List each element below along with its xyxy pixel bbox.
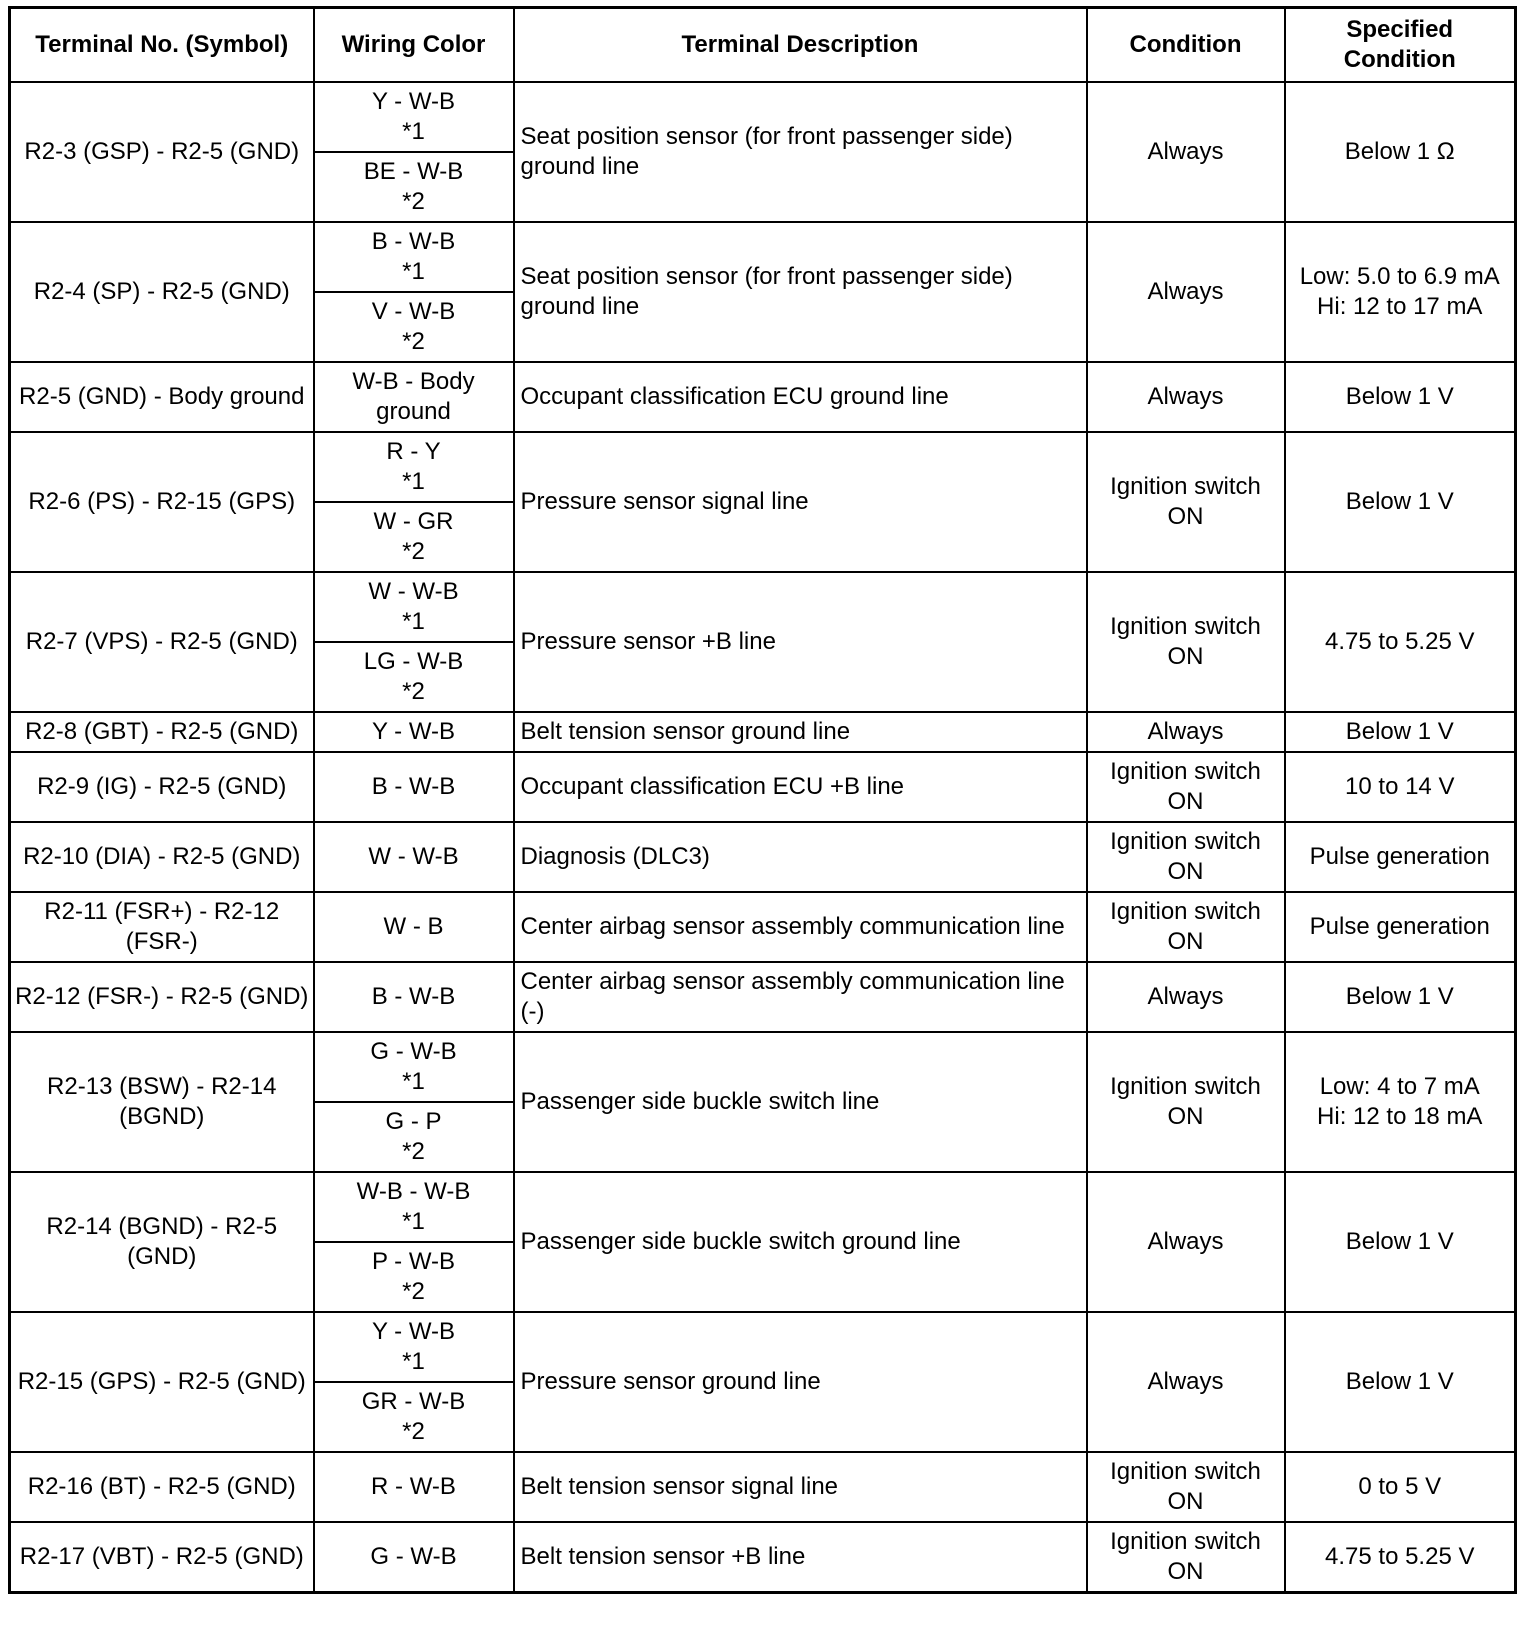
specified-cell: 10 to 14 V: [1285, 752, 1516, 822]
wiring-color-cell: [314, 1172, 514, 1242]
wiring-color-cell: B - W-B: [314, 752, 514, 822]
specified-cell: Pulse generation: [1285, 822, 1516, 892]
table-row: [10, 1172, 1516, 1242]
wiring-color-cell: [314, 1102, 514, 1172]
condition-cell: Ignition switch ON: [1087, 822, 1285, 892]
terminal-cell: R2-3 (GSP) - R2-5 (GND): [10, 82, 314, 222]
header-wiring-color: Wiring Color: [314, 8, 514, 83]
wiring-color: GR - W-B: [361, 1388, 466, 1415]
wiring-color-cell: G - W-B: [314, 1522, 514, 1593]
table-row: [10, 822, 1516, 892]
wiring-color-cell: W-B - Body ground: [314, 362, 514, 432]
specified-cell: Below 1 V: [1285, 1172, 1516, 1312]
wiring-color: BE - W-B: [363, 158, 464, 185]
condition-cell: Ignition switch ON: [1087, 572, 1285, 712]
table-row: [10, 1522, 1516, 1593]
table-row: [10, 1032, 1516, 1102]
specified-hi: Hi: 12 to 17 mA: [1317, 293, 1483, 320]
specified-cell: Below 1 V: [1285, 962, 1516, 1032]
table-row: [10, 222, 1516, 292]
terminal-cell: R2-5 (GND) - Body ground: [10, 362, 314, 432]
wiring-color-cell: [314, 1242, 514, 1312]
wiring-note: *1: [402, 258, 425, 285]
header-terminal: Terminal No. (Symbol): [10, 8, 314, 83]
wiring-color-cell: [314, 152, 514, 222]
condition-cell: Always: [1087, 82, 1285, 222]
description-cell: Seat position sensor (for front passenger side) ground line: [514, 82, 1087, 222]
terminal-cell: R2-13 (BSW) - R2-14 (BGND): [10, 1032, 314, 1172]
wiring-color: P - W-B: [371, 1248, 456, 1275]
wiring-color: LG - W-B: [363, 648, 464, 675]
table-row: [10, 362, 1516, 432]
terminal-cell: R2-9 (IG) - R2-5 (GND): [10, 752, 314, 822]
wiring-note: *1: [402, 1348, 425, 1375]
specified-low: Low: 5.0 to 6.9 mA: [1299, 263, 1500, 290]
wiring-color-cell: [314, 572, 514, 642]
table-row: [10, 962, 1516, 1032]
condition-cell: Always: [1087, 712, 1285, 752]
terminal-cell: R2-12 (FSR-) - R2-5 (GND): [10, 962, 314, 1032]
description-cell: Center airbag sensor assembly communication line (-): [514, 962, 1087, 1032]
wiring-color: B - W-B: [371, 228, 456, 255]
wiring-note: *2: [402, 678, 425, 705]
table-row: [10, 432, 1516, 502]
wiring-note: *1: [402, 1208, 425, 1235]
description-cell: Passenger side buckle switch ground line: [514, 1172, 1087, 1312]
table-row: [10, 572, 1516, 642]
wiring-note: *2: [402, 1278, 425, 1305]
table-row: [10, 82, 1516, 152]
condition-cell: Always: [1087, 962, 1285, 1032]
wiring-color: V - W-B: [371, 298, 456, 325]
description-cell: Belt tension sensor ground line: [514, 712, 1087, 752]
specified-hi: Hi: 12 to 18 mA: [1317, 1103, 1483, 1130]
condition-cell: Always: [1087, 362, 1285, 432]
wiring-color: W - GR: [373, 508, 454, 535]
header-description: Terminal Description: [514, 8, 1087, 83]
terminal-cell: R2-7 (VPS) - R2-5 (GND): [10, 572, 314, 712]
specified-cell: Below 1 Ω: [1285, 82, 1516, 222]
condition-cell: Ignition switch ON: [1087, 432, 1285, 572]
table-row: [10, 1452, 1516, 1522]
wiring-color: W-B - W-B: [356, 1178, 471, 1205]
specified-cell: Below 1 V: [1285, 712, 1516, 752]
condition-cell: Always: [1087, 1172, 1285, 1312]
terminal-cell: R2-11 (FSR+) - R2-12 (FSR-): [10, 892, 314, 962]
specified-cell: 0 to 5 V: [1285, 1452, 1516, 1522]
description-cell: Seat position sensor (for front passenger side) ground line: [514, 222, 1087, 362]
table-row: [10, 892, 1516, 962]
wiring-note: *2: [402, 1138, 425, 1165]
wiring-note: *2: [402, 538, 425, 565]
wiring-color-cell: [314, 1032, 514, 1102]
specified-cell: Below 1 V: [1285, 1312, 1516, 1452]
terminal-cell: R2-16 (BT) - R2-5 (GND): [10, 1452, 314, 1522]
condition-cell: Ignition switch ON: [1087, 892, 1285, 962]
wiring-note: *1: [402, 608, 425, 635]
terminal-cell: R2-14 (BGND) - R2-5 (GND): [10, 1172, 314, 1312]
header-condition: Condition: [1087, 8, 1285, 83]
condition-cell: Ignition switch ON: [1087, 1452, 1285, 1522]
condition-cell: Ignition switch ON: [1087, 1032, 1285, 1172]
condition-cell: Ignition switch ON: [1087, 752, 1285, 822]
description-cell: Pressure sensor ground line: [514, 1312, 1087, 1452]
wiring-color: G - P: [385, 1108, 442, 1135]
terminal-cell: R2-4 (SP) - R2-5 (GND): [10, 222, 314, 362]
wiring-color: W - W-B: [368, 578, 459, 605]
wiring-color-cell: [314, 82, 514, 152]
description-cell: Pressure sensor signal line: [514, 432, 1087, 572]
wiring-color-cell: [314, 222, 514, 292]
table-row: [10, 1312, 1516, 1382]
wiring-color-cell: Y - W-B: [314, 712, 514, 752]
wiring-color-cell: [314, 292, 514, 362]
terminal-cell: R2-15 (GPS) - R2-5 (GND): [10, 1312, 314, 1452]
description-cell: Pressure sensor +B line: [514, 572, 1087, 712]
wiring-color-cell: R - W-B: [314, 1452, 514, 1522]
wiring-color-cell: [314, 502, 514, 572]
description-cell: Occupant classification ECU ground line: [514, 362, 1087, 432]
specified-cell: [1285, 1032, 1516, 1172]
terminal-cell: R2-10 (DIA) - R2-5 (GND): [10, 822, 314, 892]
wiring-color: Y - W-B: [371, 88, 456, 115]
header-specified-condition: Specified Condition: [1285, 8, 1516, 83]
description-cell: Passenger side buckle switch line: [514, 1032, 1087, 1172]
wiring-color-cell: B - W-B: [314, 962, 514, 1032]
condition-cell: Ignition switch ON: [1087, 1522, 1285, 1593]
specified-cell: Pulse generation: [1285, 892, 1516, 962]
wiring-color-cell: [314, 1312, 514, 1382]
wiring-color-cell: [314, 432, 514, 502]
specified-low: Low: 4 to 7 mA: [1319, 1073, 1480, 1100]
header-row: [10, 8, 1516, 83]
terminal-spec-table: [8, 6, 1517, 1594]
wiring-color: G - W-B: [370, 1038, 457, 1065]
description-cell: Center airbag sensor assembly communication line: [514, 892, 1087, 962]
specified-cell: 4.75 to 5.25 V: [1285, 1522, 1516, 1593]
wiring-note: *1: [402, 468, 425, 495]
wiring-note: *1: [402, 118, 425, 145]
description-cell: Occupant classification ECU +B line: [514, 752, 1087, 822]
wiring-color-cell: [314, 642, 514, 712]
wiring-color-cell: W - W-B: [314, 822, 514, 892]
terminal-cell: R2-8 (GBT) - R2-5 (GND): [10, 712, 314, 752]
wiring-note: *2: [402, 1418, 425, 1445]
wiring-color: Y - W-B: [371, 1318, 456, 1345]
description-cell: Belt tension sensor +B line: [514, 1522, 1087, 1593]
wiring-note: *2: [402, 328, 425, 355]
wiring-color: R - Y: [386, 438, 441, 465]
condition-cell: Always: [1087, 1312, 1285, 1452]
table-row: [10, 712, 1516, 752]
description-cell: Belt tension sensor signal line: [514, 1452, 1087, 1522]
wiring-color-cell: W - B: [314, 892, 514, 962]
terminal-cell: R2-6 (PS) - R2-15 (GPS): [10, 432, 314, 572]
wiring-note: *1: [402, 1068, 425, 1095]
table-row: [10, 752, 1516, 822]
wiring-color-cell: [314, 1382, 514, 1452]
specified-cell: Below 1 V: [1285, 432, 1516, 572]
terminal-cell: R2-17 (VBT) - R2-5 (GND): [10, 1522, 314, 1593]
wiring-note: *2: [402, 188, 425, 215]
specified-cell: 4.75 to 5.25 V: [1285, 572, 1516, 712]
condition-cell: Always: [1087, 222, 1285, 362]
specified-cell: Below 1 V: [1285, 362, 1516, 432]
specified-cell: [1285, 222, 1516, 362]
description-cell: Diagnosis (DLC3): [514, 822, 1087, 892]
